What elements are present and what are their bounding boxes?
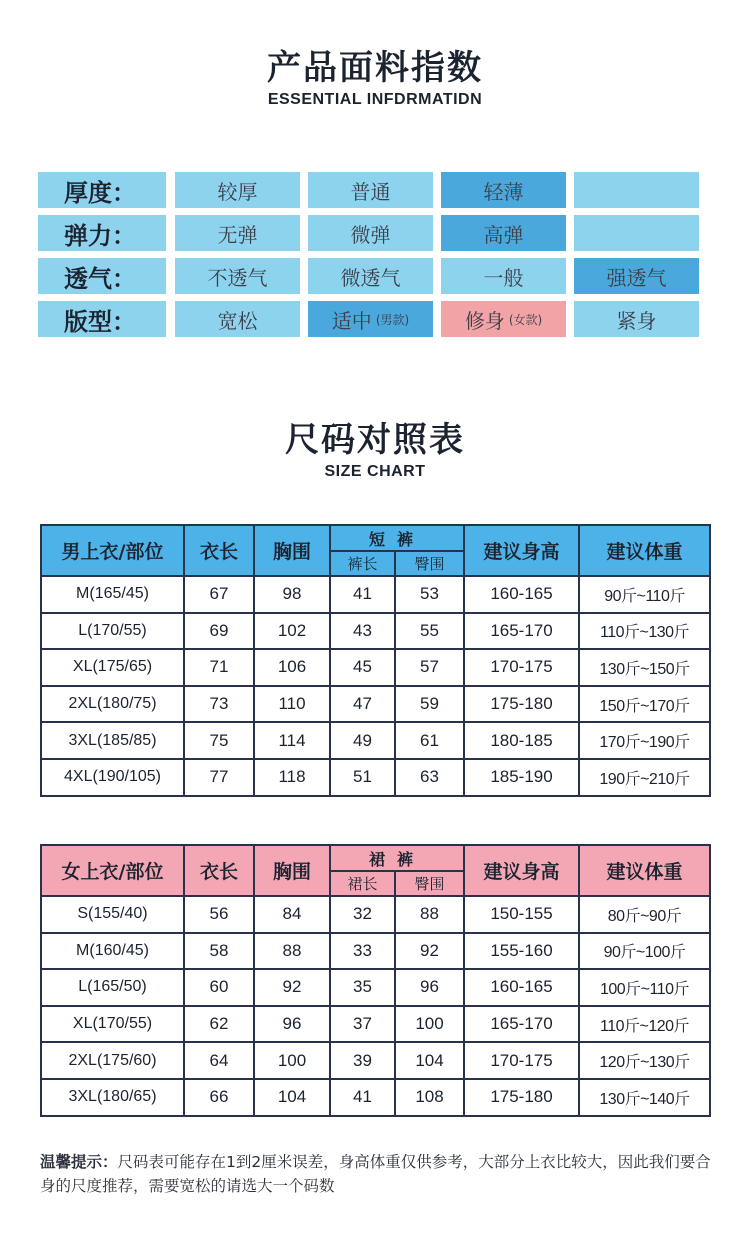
header-chest: 胸围	[254, 845, 330, 896]
fabric-option: 微透气	[308, 258, 433, 294]
table-cell: 53	[395, 576, 464, 613]
table-cell: 51	[330, 759, 395, 796]
fabric-option: 宽松	[175, 301, 300, 337]
fabric-label: 版型：	[38, 301, 166, 337]
men-table-body	[41, 576, 710, 796]
table-cell: 64	[184, 1042, 254, 1079]
fabric-option: 一般	[441, 258, 566, 294]
table-cell: 120斤~130斤	[579, 1042, 710, 1079]
table-cell: XL(175/65)	[41, 649, 184, 686]
fit-option-text: 修身	[464, 308, 505, 333]
table-cell: 35	[330, 969, 395, 1006]
table-cell: 110斤~120斤	[579, 1006, 710, 1043]
table-cell: 2XL(180/75)	[41, 686, 184, 723]
table-cell: 180-185	[464, 722, 579, 759]
table-cell: 2XL(175/60)	[41, 1042, 184, 1079]
table-cell: 88	[254, 933, 330, 970]
table-cell: 61	[395, 722, 464, 759]
table-row	[41, 969, 710, 1006]
fabric-option-selected: 高弹	[441, 215, 566, 251]
table-cell: 150-155	[464, 896, 579, 933]
table-cell: 165-170	[464, 613, 579, 650]
fabric-index-grid	[38, 172, 710, 344]
table-row	[41, 759, 710, 796]
fit-option-note: (男款)	[375, 312, 410, 327]
table-row	[41, 933, 710, 970]
fit-option-text: 适中	[331, 308, 372, 333]
fabric-option: 不透气	[175, 258, 300, 294]
table-cell: 130斤~150斤	[579, 649, 710, 686]
table-cell: 108	[395, 1079, 464, 1116]
table-cell: 92	[395, 933, 464, 970]
table-cell: 160-165	[464, 969, 579, 1006]
header-weight: 建议体重	[579, 845, 710, 896]
table-cell: 66	[184, 1079, 254, 1116]
table-cell: 58	[184, 933, 254, 970]
fabric-option: 普通	[308, 172, 433, 208]
table-cell: 102	[254, 613, 330, 650]
note-label: 温馨提示：	[40, 1153, 118, 1171]
table-cell: 110斤~130斤	[579, 613, 710, 650]
table-cell: 118	[254, 759, 330, 796]
table-cell: 130斤~140斤	[579, 1079, 710, 1116]
size-chart-title: 尺码对照表	[285, 420, 465, 460]
table-cell: 175-180	[464, 686, 579, 723]
table-row	[41, 613, 710, 650]
table-row	[41, 649, 710, 686]
table-cell: 100斤~110斤	[579, 969, 710, 1006]
table-cell: 92	[254, 969, 330, 1006]
fabric-title: 产品面料指数	[267, 48, 483, 88]
table-cell: 59	[395, 686, 464, 723]
table-cell: 170-175	[464, 1042, 579, 1079]
note-text: 尺码表可能存在1到2厘米误差，身高体重仅供参考，大部分上衣比较大，因此我们要合身的尺度推荐，需要宽松的请选大一个码数	[40, 1153, 711, 1195]
table-cell: 60	[184, 969, 254, 1006]
fabric-label: 厚度：	[38, 172, 166, 208]
table-cell: 190斤~210斤	[579, 759, 710, 796]
header-hip: 臀围	[395, 551, 464, 576]
table-row	[41, 576, 710, 613]
fabric-row-thickness	[38, 172, 710, 208]
table-cell: L(170/55)	[41, 613, 184, 650]
table-cell: 170-175	[464, 649, 579, 686]
fabric-subtitle: ESSENTIAL INFDRMATIDN	[267, 91, 483, 108]
table-cell: 75	[184, 722, 254, 759]
fabric-heading	[0, 40, 750, 109]
fabric-option	[574, 172, 699, 208]
table-cell: 55	[395, 613, 464, 650]
header-part: 男上衣/部位	[41, 525, 184, 576]
table-cell: 150斤~170斤	[579, 686, 710, 723]
table-cell: 88	[395, 896, 464, 933]
fabric-option: 微弹	[308, 215, 433, 251]
table-row	[41, 686, 710, 723]
table-cell: 71	[184, 649, 254, 686]
table-cell: 77	[184, 759, 254, 796]
table-cell: 62	[184, 1006, 254, 1043]
fabric-row-elasticity	[38, 215, 710, 251]
table-cell: 160-165	[464, 576, 579, 613]
header-height: 建议身高	[464, 525, 579, 576]
header-shorts-group: 短裤	[330, 525, 464, 551]
header-length: 衣长	[184, 845, 254, 896]
table-cell: 4XL(190/105)	[41, 759, 184, 796]
table-cell: 100	[254, 1042, 330, 1079]
table-cell: M(165/45)	[41, 576, 184, 613]
table-cell: 96	[254, 1006, 330, 1043]
table-cell: M(160/45)	[41, 933, 184, 970]
table-cell: 33	[330, 933, 395, 970]
table-row	[41, 896, 710, 933]
header-part: 女上衣/部位	[41, 845, 184, 896]
table-row	[41, 1042, 710, 1079]
fabric-option: 较厚	[175, 172, 300, 208]
men-size-table	[40, 524, 711, 797]
table-cell: 165-170	[464, 1006, 579, 1043]
table-cell: 43	[330, 613, 395, 650]
table-cell: 56	[184, 896, 254, 933]
table-cell: 45	[330, 649, 395, 686]
fabric-option-selected: 强透气	[574, 258, 699, 294]
fabric-label: 透气：	[38, 258, 166, 294]
fabric-row-breathability	[38, 258, 710, 294]
fabric-option-selected: 轻薄	[441, 172, 566, 208]
fabric-row-fit	[38, 301, 710, 337]
women-table-body	[41, 896, 710, 1116]
table-cell: 32	[330, 896, 395, 933]
header-length: 衣长	[184, 525, 254, 576]
table-cell: XL(170/55)	[41, 1006, 184, 1043]
table-cell: 104	[254, 1079, 330, 1116]
table-cell: 57	[395, 649, 464, 686]
table-cell: 110	[254, 686, 330, 723]
table-cell: 185-190	[464, 759, 579, 796]
women-size-table	[40, 844, 711, 1117]
size-chart-heading	[0, 412, 750, 481]
table-cell: 41	[330, 576, 395, 613]
fabric-label: 弹力：	[38, 215, 166, 251]
table-cell: 37	[330, 1006, 395, 1043]
table-cell: 3XL(180/65)	[41, 1079, 184, 1116]
table-cell: 69	[184, 613, 254, 650]
table-cell: S(155/40)	[41, 896, 184, 933]
header-hip: 臀围	[395, 871, 464, 896]
table-cell: 175-180	[464, 1079, 579, 1116]
fit-option-note: (女款)	[508, 312, 543, 327]
header-pants-length: 裤长	[330, 551, 395, 576]
header-skirt-length: 裙长	[330, 871, 395, 896]
table-cell: 84	[254, 896, 330, 933]
header-height: 建议身高	[464, 845, 579, 896]
table-row	[41, 1079, 710, 1116]
table-cell: 63	[395, 759, 464, 796]
table-cell: 47	[330, 686, 395, 723]
table-cell: 100	[395, 1006, 464, 1043]
table-cell: 114	[254, 722, 330, 759]
table-cell: 155-160	[464, 933, 579, 970]
table-cell: 104	[395, 1042, 464, 1079]
fabric-option: 无弹	[175, 215, 300, 251]
table-cell: 49	[330, 722, 395, 759]
table-row	[41, 722, 710, 759]
fabric-option: 紧身	[574, 301, 699, 337]
table-cell: 39	[330, 1042, 395, 1079]
header-weight: 建议体重	[579, 525, 710, 576]
header-skirt-pants-group: 裙裤	[330, 845, 464, 871]
table-cell: 67	[184, 576, 254, 613]
table-cell: 73	[184, 686, 254, 723]
table-row	[41, 1006, 710, 1043]
table-cell: 98	[254, 576, 330, 613]
table-cell: 90斤~110斤	[579, 576, 710, 613]
table-cell: 3XL(185/85)	[41, 722, 184, 759]
table-cell: 80斤~90斤	[579, 896, 710, 933]
fabric-option	[574, 215, 699, 251]
table-cell: L(165/50)	[41, 969, 184, 1006]
size-note	[40, 1150, 720, 1198]
fabric-option-selected-female	[441, 301, 566, 337]
table-cell: 170斤~190斤	[579, 722, 710, 759]
header-chest: 胸围	[254, 525, 330, 576]
table-cell: 96	[395, 969, 464, 1006]
size-chart-subtitle: SIZE CHART	[324, 463, 426, 480]
table-cell: 41	[330, 1079, 395, 1116]
table-cell: 106	[254, 649, 330, 686]
fabric-option-selected-male	[308, 301, 433, 337]
table-cell: 90斤~100斤	[579, 933, 710, 970]
